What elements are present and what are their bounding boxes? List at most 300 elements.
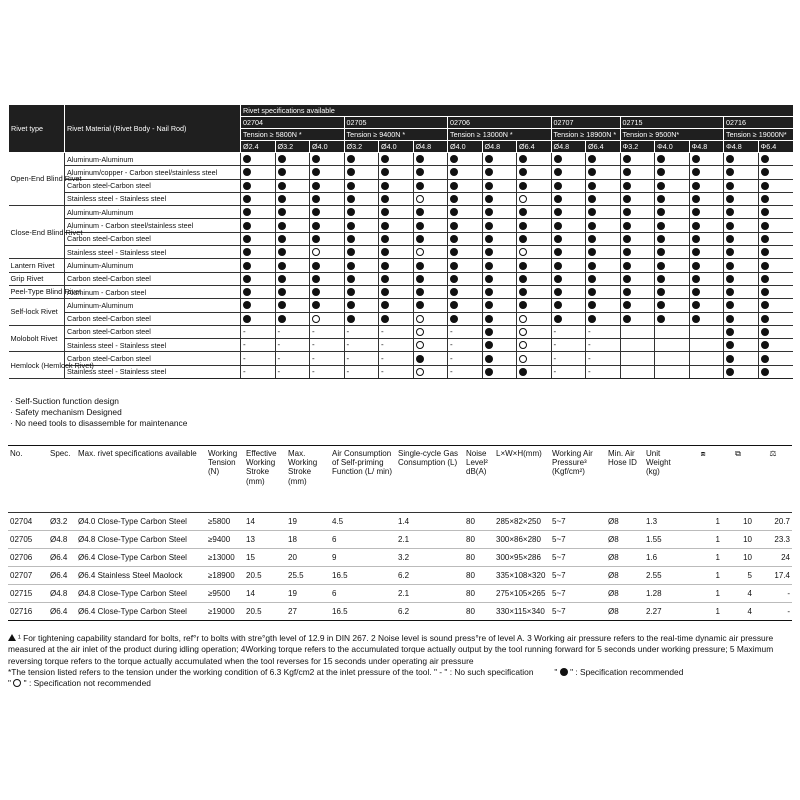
model-cell: 5~7 [550,585,606,603]
no-spec-dash: - [381,327,384,336]
recommended-dot-icon [278,275,286,283]
spec-cell [689,246,724,259]
model-cell: Ø6.4 Stainless Steel Maolock [76,567,206,585]
recommended-dot-icon [485,155,493,163]
model-cell: Ø8 [606,585,644,603]
spec-cell [689,272,724,285]
recommended-dot-icon [623,155,631,163]
spec-cell [344,192,379,205]
recommended-dot-icon [278,195,286,203]
recommended-dot-icon [588,275,596,283]
recommended-dot-icon [726,301,734,309]
recommended-dot-icon [761,262,769,270]
model-cell: 02715 [8,585,48,603]
model-cell: - [754,585,792,603]
model-cell: Ø6.4 Close-Type Carbon Steel [76,549,206,567]
recommended-dot-icon [485,168,493,176]
spec-cell [310,179,345,192]
rivet-spec-table [8,105,793,379]
recommended-dot-icon [243,315,251,323]
spec-cell [758,192,793,205]
spec-cell [379,246,414,259]
spec-cell [310,325,345,338]
recommended-dot-icon [243,155,251,163]
recommended-dot-icon [450,208,458,216]
spec-cell [379,352,414,365]
model-cell: 20.5 [244,567,286,585]
recommended-dot-icon [726,235,734,243]
recommended-dot-icon [623,208,631,216]
spec-cell [275,179,310,192]
recommended-dot-icon [243,288,251,296]
spec-cell [758,219,793,232]
no-spec-dash: - [312,340,315,350]
spec-cell [689,153,724,166]
recommended-dot-icon [519,275,527,283]
recommended-dot-icon [416,288,424,296]
recommended-dot-icon [519,368,527,376]
spec-cell [551,312,586,325]
spec-cell [758,166,793,179]
spec-cell [517,232,552,245]
model-cell: 2.55 [644,567,684,585]
recommended-dot-icon [347,208,355,216]
model-cell: 275×105×265 [494,585,550,603]
recommended-dot-icon [347,248,355,256]
spec-cell [724,232,759,245]
recommended-dot-icon [312,262,320,270]
spec-cell [689,299,724,312]
spec-cell [482,219,517,232]
model-cell: 02707 [8,567,48,585]
recommended-dot-icon [381,182,389,190]
recommended-dot-icon [761,182,769,190]
no-spec-dash: - [243,340,246,350]
spec-cell [551,246,586,259]
spec-cell [344,312,379,325]
hollow-dot-icon [13,679,21,687]
recommended-dot-icon [312,155,320,163]
spec-cell [241,352,276,365]
model-cell: ≥18900 [206,567,244,585]
no-spec-dash: - [277,366,281,376]
spec-cell [724,206,759,219]
recommended-dot-icon [243,208,251,216]
spec-cell [724,259,759,272]
recommended-dot-icon [278,262,286,270]
diameter-header: Ø6.4 [586,141,621,153]
model-cell: 14 [244,585,286,603]
recommended-dot-icon [347,262,355,270]
no-spec-dash: - [553,366,557,376]
model-cell: 13 [244,531,286,549]
recommended-dot-icon [312,168,320,176]
recommended-dot-icon [726,155,734,163]
spec-cell [551,206,586,219]
recommended-dot-icon [243,182,251,190]
no-spec-dash: - [346,366,350,376]
spec-cell [551,352,586,365]
spec-cell [758,179,793,192]
spec-cell [689,312,724,325]
spec-cell [275,365,310,378]
model-cell: Ø6.4 [48,567,76,585]
recommended-dot-icon [657,182,665,190]
spec-cell [620,192,655,205]
recommended-dot-icon [657,301,665,309]
spec-cell [310,365,345,378]
spec-cell [724,285,759,298]
recommended-dot-icon [485,248,493,256]
spec-cell [724,299,759,312]
recommended-dot-icon [519,262,527,270]
spec-cell [517,339,552,352]
recommended-dot-icon [761,368,769,376]
material-cell: Carbon steel-Carbon steel [65,232,241,245]
spec-cell [413,339,448,352]
spec-cell [310,339,345,352]
spec-cell [689,166,724,179]
recommended-dot-icon [416,355,424,363]
model-cell: ≥13000 [206,549,244,567]
recommended-dot-icon [381,248,389,256]
header-specs-available: Rivet specifications available [241,105,793,117]
model-cell: 6.2 [396,567,464,585]
spec-cell [724,339,759,352]
spec-cell [758,272,793,285]
spec-cell [517,179,552,192]
material-cell: Stainless steel - Stainless steel [65,365,241,378]
feature-text: Safety mechanism Designed [15,407,122,417]
table-row [8,567,792,585]
spec-cell [551,179,586,192]
spec-cell [758,246,793,259]
spec-cell [482,259,517,272]
feature-item: · No need tools to disassemble for maintenance [10,418,188,428]
model-cell: Ø4.8 [48,531,76,549]
spec-cell [586,339,621,352]
recommended-dot-icon [312,208,320,216]
recommended-dot-icon [761,288,769,296]
recommended-dot-icon [416,168,424,176]
recommended-dot-icon [347,275,355,283]
recommended-dot-icon [761,222,769,230]
col-header: L×W×H(mm) [496,449,542,458]
model-cell: Ø6.4 [48,603,76,621]
spec-cell [379,192,414,205]
spec-cell [344,219,379,232]
model-cell: Ø8 [606,549,644,567]
spec-cell [448,339,483,352]
recommended-dot-icon [692,262,700,270]
recommended-dot-icon [623,315,631,323]
recommended-dot-icon [347,155,355,163]
recommended-dot-icon [243,168,251,176]
spec-cell [689,365,724,378]
spec-cell [517,312,552,325]
spec-cell [655,259,690,272]
recommended-dot-icon [692,182,700,190]
material-cell: Aluminum-Aluminum [65,206,241,219]
spec-cell [241,219,276,232]
diameter-header: Φ6.4 [758,141,793,153]
recommended-dot-icon [519,182,527,190]
recommended-dot-icon [588,208,596,216]
spec-cell [310,272,345,285]
model-cell: 1.28 [644,585,684,603]
recommended-dot-icon [588,168,596,176]
spec-cell [413,192,448,205]
spec-cell [724,312,759,325]
diameter-header: Ø4.0 [448,141,483,153]
spec-cell [310,232,345,245]
recommended-dot-icon [450,195,458,203]
spec-cell [413,179,448,192]
spec-cell [482,166,517,179]
recommended-dot-icon [347,235,355,243]
recommended-dot-icon [416,262,424,270]
rivet-type-cell: Open-End Blind Rivet [9,153,65,206]
spec-cell [655,192,690,205]
not-recommended-dot-icon [416,195,424,203]
spec-cell [344,206,379,219]
model-cell: 02704 [8,513,48,531]
spec-cell [241,192,276,205]
material-cell: Stainless steel - Stainless steel [65,246,241,259]
model-cell: 17.4 [754,567,792,585]
spec-cell [482,153,517,166]
spec-cell [517,206,552,219]
spec-cell [448,192,483,205]
model-cell: 6 [330,531,396,549]
spec-cell [482,352,517,365]
model-spec-table [8,445,792,621]
spec-cell [517,166,552,179]
col-header: Min. Air Hose ID [608,449,637,468]
recommended-dot-icon [450,275,458,283]
model-cell: - [754,603,792,621]
model-cell: Ø8 [606,603,644,621]
spec-cell [482,312,517,325]
recommended-dot-icon [278,182,286,190]
spec-cell [241,179,276,192]
recommended-dot-icon [312,235,320,243]
spec-cell [379,232,414,245]
model-cell: 02705 [8,531,48,549]
spec-cell [275,246,310,259]
spec-cell [586,192,621,205]
rivet-type-cell: Molobolt Rivet [9,325,65,352]
spec-cell [344,179,379,192]
table-row [8,585,792,603]
spec-cell [310,299,345,312]
recommended-dot-icon [623,248,631,256]
recommended-dot-icon [623,301,631,309]
recommended-dot-icon [588,195,596,203]
model-cell: 1.3 [644,513,684,531]
spec-cell [551,285,586,298]
recommended-dot-icon [692,301,700,309]
no-spec-dash: - [553,327,557,336]
recommended-dot-icon [554,275,562,283]
spec-cell [344,352,379,365]
recommended-dot-icon [347,168,355,176]
recommended-dot-icon [381,275,389,283]
spec-cell [586,312,621,325]
box-icon: ⧈ [700,449,706,458]
spec-cell [551,259,586,272]
spec-cell [758,339,793,352]
spec-cell [655,232,690,245]
recommended-dot-icon [381,315,389,323]
spec-cell [586,166,621,179]
recommended-dot-icon [657,235,665,243]
recommended-dot-icon [450,301,458,309]
recommended-dot-icon [623,275,631,283]
spec-cell [724,192,759,205]
spec-cell [689,179,724,192]
spec-cell [413,352,448,365]
spec-cell [551,325,586,338]
spec-cell [517,153,552,166]
recommended-dot-icon [278,222,286,230]
feature-item: · Safety mechanism Designed [10,407,122,417]
spec-cell [655,339,690,352]
spec-cell [586,219,621,232]
rivet-type-cell: Close-End Blind Rivet [9,206,65,259]
recommended-dot-icon [278,248,286,256]
recommended-dot-icon [485,301,493,309]
spec-cell [413,325,448,338]
spec-cell [448,259,483,272]
rivet-type-cell: Self-lock Rivet [9,299,65,326]
spec-cell [379,206,414,219]
spec-cell [517,246,552,259]
model-cell: 10 [722,531,754,549]
recommended-dot-icon [761,315,769,323]
no-spec-dash: - [277,340,281,350]
recommended-dot-icon [485,315,493,323]
recommended-dot-icon [692,168,700,176]
model-cell: 10 [722,513,754,531]
model-cell: 4 [722,603,754,621]
recommended-dot-icon [726,355,734,363]
spec-cell [620,325,655,338]
recommended-dot-icon [312,182,320,190]
col-header: Noise Level² dB(A) [466,449,488,477]
recommended-dot-icon [588,288,596,296]
spec-cell [551,166,586,179]
spec-cell [482,339,517,352]
recommended-dot-icon [485,262,493,270]
recommended-dot-icon [243,262,251,270]
recommended-dot-icon [761,155,769,163]
recommended-dot-icon [485,368,493,376]
spec-cell [586,272,621,285]
spec-cell [241,259,276,272]
model-cell: 1.55 [644,531,684,549]
material-cell: Aluminum-Aluminum [65,259,241,272]
no-spec-dash: - [588,327,591,336]
recommended-dot-icon [381,195,389,203]
model-cell: 5~7 [550,549,606,567]
col-header: Max. rivet specifications available [78,449,197,458]
recommended-dot-icon [519,168,527,176]
model-cell: 25.5 [286,567,330,585]
spec-cell [724,219,759,232]
recommended-dot-icon [623,182,631,190]
recommended-dot-icon [657,262,665,270]
no-spec-dash: - [588,353,591,363]
spec-cell [310,219,345,232]
no-spec-dash: - [553,340,557,350]
recommended-dot-icon [519,235,527,243]
spec-cell [310,153,345,166]
recommended-dot-icon [692,288,700,296]
spec-cell [482,206,517,219]
model-cell: 1 [684,531,722,549]
spec-cell [379,259,414,272]
recommended-dot-icon [692,275,700,283]
recommended-dot-icon [312,301,320,309]
spec-cell [310,259,345,272]
spec-cell [517,365,552,378]
carton-icon: ⧉ [735,449,741,458]
recommended-dot-icon [347,222,355,230]
recommended-dot-icon [588,182,596,190]
recommended-dot-icon [588,301,596,309]
spec-cell [448,219,483,232]
spec-cell [551,219,586,232]
model-tension: Tension ≥ 9500N* [620,129,724,141]
spec-cell [620,272,655,285]
model-cell: 19 [286,585,330,603]
recommended-dot-icon [692,195,700,203]
spec-cell [448,325,483,338]
no-spec-dash: - [450,340,453,350]
table-row [8,513,792,531]
model-cell: Ø4.8 Close-Type Carbon Steel [76,585,206,603]
recommended-dot-icon [243,195,251,203]
recommended-dot-icon [554,208,562,216]
recommended-dot-icon [485,341,493,349]
recommended-dot-icon [312,288,320,296]
spec-cell [620,312,655,325]
model-cell: 6.2 [396,603,464,621]
model-cell: 2.1 [396,531,464,549]
spec-cell [482,179,517,192]
spec-cell [758,285,793,298]
footnote-2: *The tension listed refers to the tension under the working condition of 6.3 Kgf/cm2 at the inlet pressure of the tool. " - " : No such specification " " : Specification recommended [8,666,684,677]
not-recommended-dot-icon [416,368,424,376]
recommended-dot-icon [726,315,734,323]
model-cell: Ø8 [606,513,644,531]
material-cell: Stainless steel - Stainless steel [65,339,241,352]
spec-cell [379,339,414,352]
spec-cell [758,259,793,272]
recommended-dot-icon [554,222,562,230]
spec-cell [551,272,586,285]
model-cell: 300×86×280 [494,531,550,549]
spec-cell [241,272,276,285]
spec-cell [689,192,724,205]
model-tension: Tension ≥ 9400N * [344,129,448,141]
model-cell: 9 [330,549,396,567]
col-header: Effective Working Stroke (mm) [246,449,277,486]
spec-cell [586,285,621,298]
spec-cell [620,246,655,259]
diameter-header: Ø2.4 [241,141,276,153]
